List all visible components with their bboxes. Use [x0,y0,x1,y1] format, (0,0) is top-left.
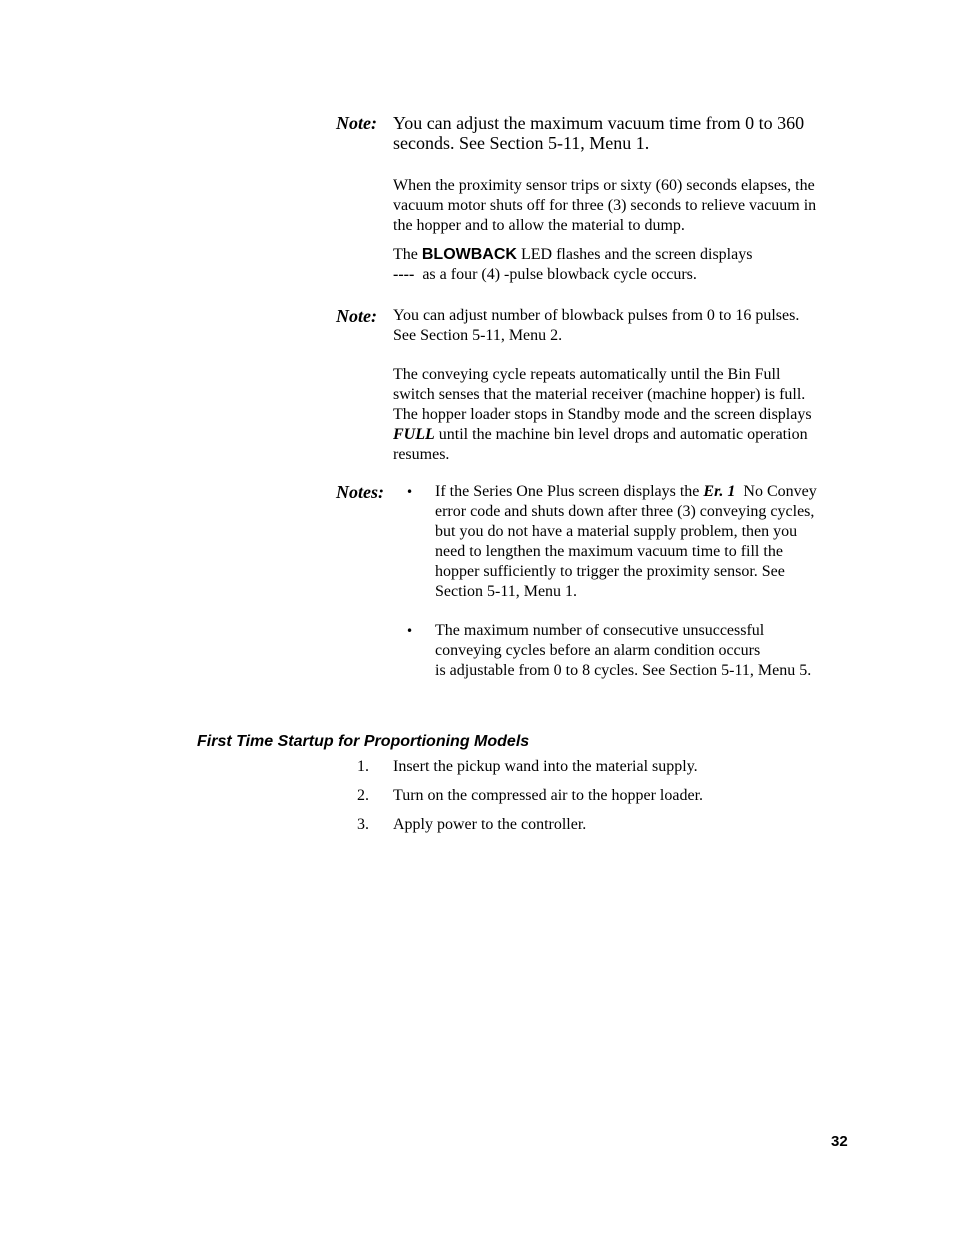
step-text [393,786,855,806]
text-line: error code and shuts down after three (3) conveying cycles, [435,503,815,520]
text-segment: until the machine bin level drops and automatic operation [434,426,808,443]
text-line [393,425,855,445]
text-line: switch senses that the material receiver (machine hopper) is full. [393,386,806,403]
bullet-item [435,621,855,681]
display-full: FULL [393,426,435,443]
paragraph [393,176,855,236]
text-line [393,265,855,285]
bullet-item [435,482,855,602]
text-segment: If the Series One Plus screen displays the [435,483,704,500]
step-number: 2. [357,787,369,804]
note-text [393,113,855,153]
text-line: hopper sufficiently to trigger the proximity sensor. See [435,563,785,580]
paragraph-conveying [393,365,855,465]
text-segment: LED flashes and the screen displays [516,246,753,263]
text-line: You can adjust number of blowback pulses from 0 to 16 pulses. [393,307,800,324]
text-line: Section 5-11, Menu 1. [435,583,578,600]
text-line: Insert the pickup wand into the material supply. [393,758,698,775]
step-number: 1. [357,758,369,775]
page-number: 32 [831,1133,848,1150]
bullet-icon: • [406,624,414,638]
paragraph-blowback [393,245,855,285]
text-line: Turn on the compressed air to the hopper loader. [393,787,704,804]
text-line: See Section 5-11, Menu 2. [393,327,563,344]
notes-label: Notes: [336,482,384,502]
note-text [393,306,855,346]
text-line: resumes. [393,446,450,463]
note-label: Note: [336,306,377,326]
text-line: vacuum motor shuts off for three (3) seconds to relieve vacuum in [393,197,817,214]
error-code: Er. 1 [703,483,736,500]
step-text [393,815,855,835]
text-line: The hopper loader stops in Standby mode and the screen displays [393,406,812,423]
section-heading: First Time Startup for Proportioning Models [197,733,530,750]
blowback-led-label: BLOWBACK [421,246,517,263]
text-line: The conveying cycle repeats automatically until the Bin Full [393,366,781,383]
text-line [435,482,855,502]
text-the: The [393,246,418,263]
text-line: the hopper and to allow the material to dump. [393,217,685,234]
text-segment: as a four (4) -pulse blowback cycle occurs. [414,266,697,283]
bullet-icon: • [406,485,414,499]
text-line: You can adjust the maximum vacuum time from 0 to 360 [393,113,805,133]
text-line: but you do not have a material supply problem, then you [435,523,798,540]
step-text [393,757,855,777]
text-line: conveying cycles before an alarm condition occurs [435,642,761,659]
text-segment: No Convey [735,483,817,500]
text-line [393,245,855,265]
text-line: When the proximity sensor trips or sixty (60) seconds elapses, the [393,177,815,194]
text-line: is adjustable from 0 to 8 cycles. See Section 5-11, Menu 5. [435,662,812,679]
text-line: seconds. See Section 5-11, Menu 1. [393,133,650,153]
text-line: Apply power to the controller. [393,816,587,833]
display-dashes: ---- [393,266,415,283]
note-label: Note: [336,113,377,133]
text-line: The maximum number of consecutive unsuccessful [435,622,765,639]
text-line: need to lengthen the maximum vacuum time to fill the [435,543,783,560]
step-number: 3. [357,816,369,833]
